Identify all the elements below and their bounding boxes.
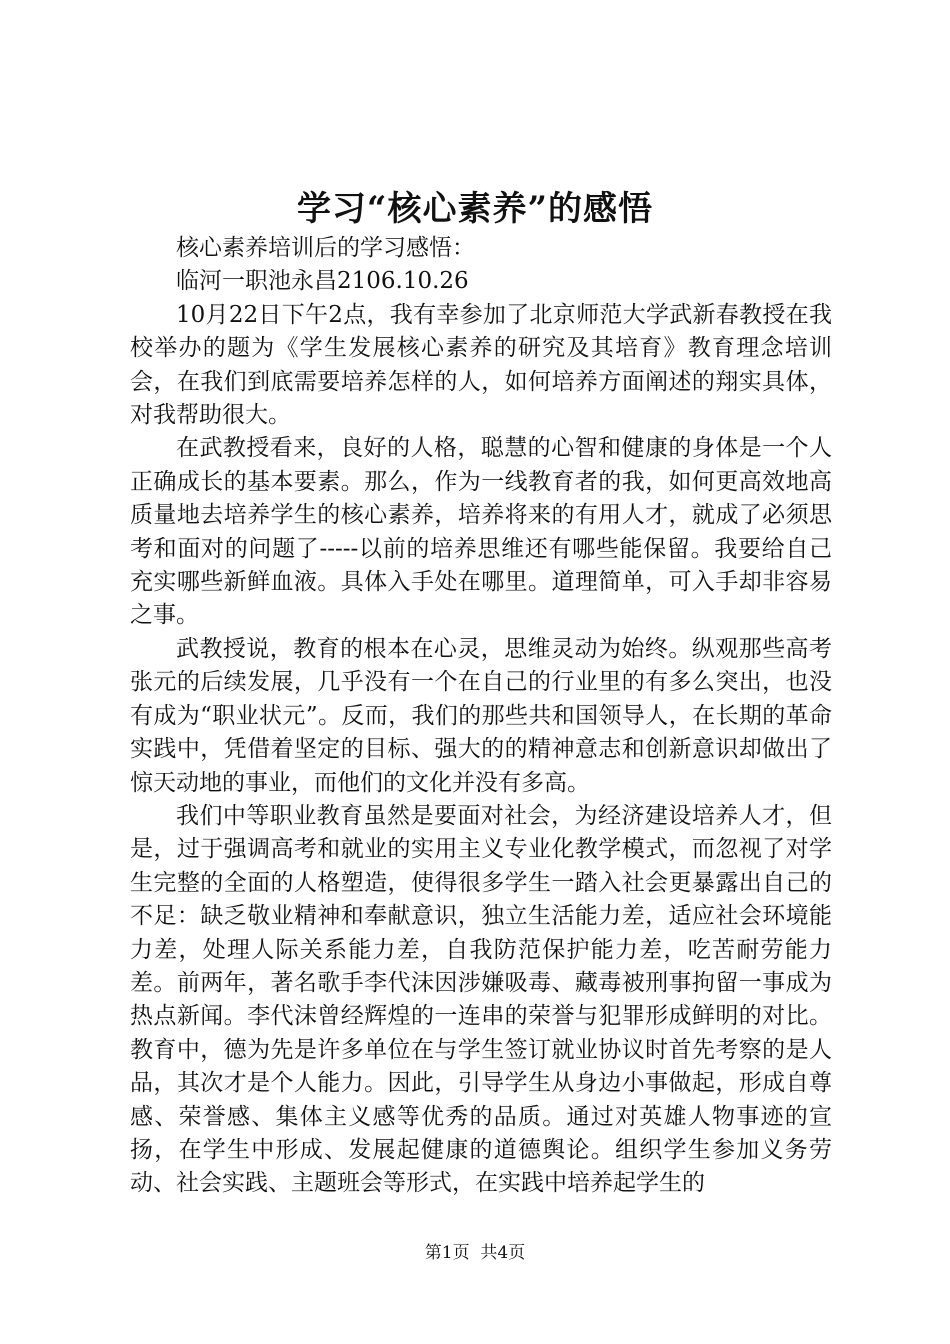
page-footer bbox=[0, 1241, 950, 1265]
paragraph-4: 我们中等职业教育虽然是要面对社会，为经济建设培养人才，但是，过于强调高考和就业的实用主义专业化教学模式，而忽视了对学生完整的全面的人格塑造，使得很多学生一踏入社会更暴露出自己的不足：缺乏敬业精神和奉献意识，独立生活能力差，适应社会环境能力差，处理人际关系能力差，自我防范保护能力差，吃苦耐劳能力差。前两年，著名歌手李代沫因涉嫌吸毒、藏毒被刑事拘留一事成为热点新闻。李代沫曾经辉煌的一连串的荣誉与犯罪形成鲜明的对比。教育中，德为先是许多单位在与学生签订就业协议时首先考察的是人品，其次才是个人能力。因此，引导学生从身边小事做起，形成自尊感、荣誉感、集体主义感等优秀的品质。通过对英雄人物事迹的宣扬，在学生中形成、发展起健康的道德舆论。组织学生参加义务劳动、社会实践、主题班会等形式，在实践中培养起学生的 bbox=[130, 802, 832, 1197]
paragraph-2: 在武教授看来，良好的人格，聪慧的心智和健康的身体是一个人正确成长的基本要素。那么，作为一线教育者的我，如何更高效地高质量地去培养学生的核心素养，培养将来的有用人才，就成了必须思考和面对的问题了-----以前的培养思维还有哪些能保留。我要给自己充实哪些新鲜血液。具体入手处在哪里。道理简单，可入手却非容易之事。 bbox=[130, 435, 832, 629]
page-number: 第1页 bbox=[424, 1243, 470, 1263]
document-body bbox=[130, 232, 832, 1201]
paragraph-1: 10月22日下午2点，我有幸参加了北京师范大学武新春教授在我校举办的题为《学生发展核心素养的研究及其培育》教育理念培训会，在我们到底需要培养怎样的人，如何培养方面阐述的翔实具体，对我帮助很大。 bbox=[130, 301, 832, 429]
footer-spacer bbox=[470, 1243, 481, 1263]
paragraph-3: 武教授说，教育的根本在心灵，思维灵动为始终。纵观那些高考张元的后续发展，几乎没有一个在自己的行业里的有多么突出，也没有成为“职业状元”。反而，我们的那些共和国领导人，在长期的革命实践中，凭借着坚定的目标、强大的的精神意志和创新意识却做出了惊天动地的事业，而他们的文化并没有多高。 bbox=[130, 635, 832, 796]
document-title: 学习“核心素养”的感悟 bbox=[296, 189, 654, 229]
paragraph-author-date: 临河一职池永昌2106.10.26 bbox=[176, 268, 469, 295]
paragraph-subtitle: 核心素养培训后的学习感悟： bbox=[176, 235, 475, 261]
page-total: 共4页 bbox=[480, 1243, 526, 1263]
